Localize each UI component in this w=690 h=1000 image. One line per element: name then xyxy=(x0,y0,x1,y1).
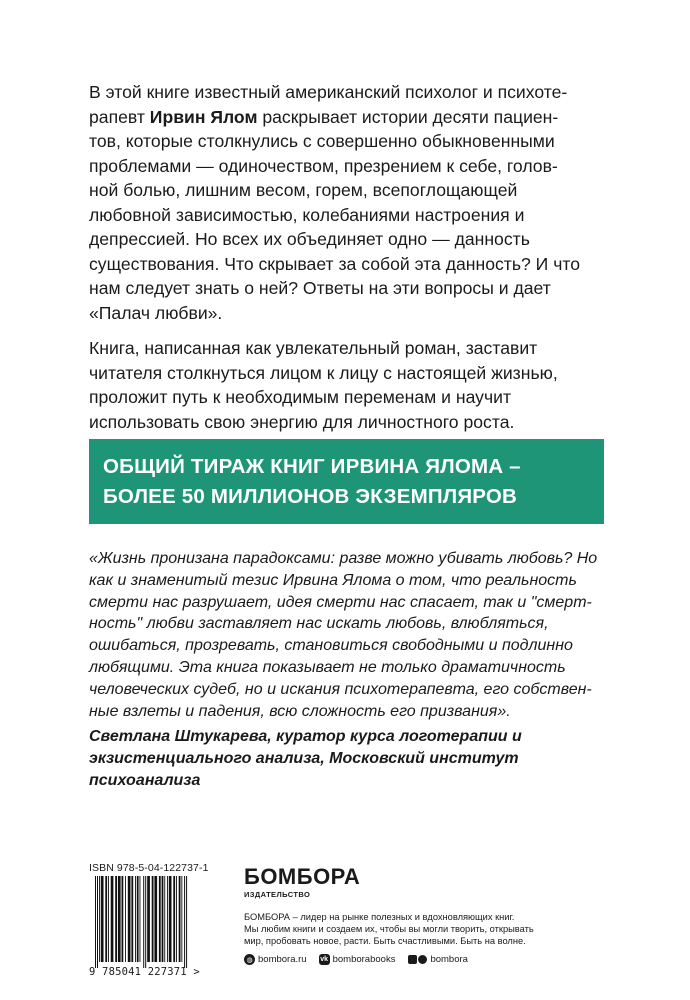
barcode-bar xyxy=(181,876,182,962)
barcode-bar xyxy=(99,876,100,962)
barcode-bar xyxy=(184,876,185,968)
barcode-bar xyxy=(97,876,98,968)
barcode-bar xyxy=(137,876,139,962)
globe-icon: ◍ xyxy=(244,954,255,965)
text-line: читателя столкнуться лицом к лицу с настоящей жизнью, xyxy=(89,362,558,383)
barcode-bar xyxy=(179,876,181,962)
text-line: проблемами — одиночеством, презрением к себе, голов- xyxy=(89,155,558,176)
barcode-bar xyxy=(105,876,107,962)
publisher-text-line: БОМБОРА – лидер на рынке полезных и вдохновляющих книг. xyxy=(244,912,515,922)
quote-line: любящими. Эта книга показывает не только драматичность xyxy=(89,658,566,676)
author-name: Ирвин Ялом xyxy=(149,106,258,127)
barcode-bar xyxy=(125,876,126,962)
barcode-bar xyxy=(111,876,114,962)
text-line: Книга, написанная как увлекательный роман, заставит xyxy=(89,338,538,358)
text-line: В этой книге известный американский психолог и психоте- xyxy=(89,82,568,102)
barcode-bar xyxy=(186,876,187,968)
text-line: нам следует знать о ней? Ответы на эти вопросы и дает xyxy=(89,278,551,298)
barcode-bar xyxy=(169,876,172,962)
publisher-block xyxy=(244,866,604,965)
publisher-text-line: Мы любим книги и создаем их, чтобы вы могли творить, открывать xyxy=(244,923,534,934)
barcode-bars xyxy=(95,876,207,968)
isbn-barcode xyxy=(89,862,219,983)
barcode-bar xyxy=(162,876,164,962)
attribution-line: психоанализа xyxy=(89,771,201,789)
barcode-bar xyxy=(128,876,131,962)
barcode-bar xyxy=(143,876,144,968)
text-line: «Палач любви». xyxy=(89,302,223,323)
isbn-text: ISBN 978-5-04-122737-1 xyxy=(89,862,209,874)
attribution-line: Светлана Штукарева, куратор курса логотерапии и xyxy=(89,728,522,745)
barcode-bar xyxy=(154,876,157,962)
barcode-bar xyxy=(108,876,109,962)
vk-label: bomborabooks xyxy=(332,954,396,966)
quote-line: смерти нас разрушает, идея смерти нас спасает, так и "смерт- xyxy=(89,593,592,611)
quote-line: ные взлеты и падения, всю сложность его призвания». xyxy=(89,702,511,720)
barcode-number: 9 785041 227371 > xyxy=(89,966,200,978)
text-line: проложит путь к необходимым переменам и научит xyxy=(89,387,512,407)
barcode-bar xyxy=(115,876,117,962)
barcode-bar xyxy=(147,876,150,962)
text-fragment: раскрывает истории десяти пациен- xyxy=(257,106,559,127)
review-quote xyxy=(89,548,609,722)
barcode-bar xyxy=(95,876,96,968)
barcode-bar xyxy=(145,876,146,968)
barcode-bar xyxy=(173,876,175,962)
vk-icon: vk xyxy=(320,956,328,964)
youtube-telegram-label: bombora xyxy=(430,954,468,966)
youtube-telegram-link[interactable] xyxy=(407,954,468,965)
barcode-bar xyxy=(135,876,136,962)
publisher-logo: БОМБОРА xyxy=(244,864,361,889)
text-fragment: рапевт xyxy=(89,106,150,127)
barcode-bar xyxy=(118,876,121,962)
quote-line: человеческих судеб, но и искания психотерапевта, его собствен- xyxy=(89,680,592,698)
description-paragraph-2 xyxy=(89,336,609,434)
publisher-text-line: мир, пробовать новое, расти. Быть счастливыми. Быть на волне. xyxy=(244,935,526,946)
website-link[interactable] xyxy=(244,954,307,965)
quote-line: ошибаться, прозревать, становиться свободными и подлинно xyxy=(89,637,573,655)
vk-link[interactable] xyxy=(319,954,396,965)
barcode-bar xyxy=(122,876,124,962)
barcode-bar xyxy=(140,876,141,962)
quote-line: «Жизнь пронизана парадоксами: разве можно убивать любовь? Но xyxy=(89,550,598,567)
text-line: тов, которые столкнулись с совершенно обыкновенными xyxy=(89,131,555,151)
text-line xyxy=(89,105,609,130)
barcode-bar xyxy=(167,876,168,962)
quote-attribution xyxy=(89,726,609,791)
website-label: bombora.ru xyxy=(258,954,307,966)
text-line: депрессией. Но всех их объединяет одно — данность xyxy=(89,229,530,249)
barcode-bar xyxy=(159,876,161,962)
publisher-logo-subtitle: ИЗДАТЕЛЬСТВО xyxy=(244,890,311,899)
description-paragraph-1 xyxy=(89,80,609,325)
barcode-bar xyxy=(164,876,165,962)
quote-line: ность" любви заставляет нас искать любовь, влюбляться, xyxy=(89,615,549,633)
banner-line: ОБЩИЙ ТИРАЖ КНИГ ИРВИНА ЯЛОМА – xyxy=(103,455,521,478)
text-line: использовать свою энергию для личностного роста. xyxy=(89,411,515,432)
circulation-banner xyxy=(89,439,604,524)
social-links xyxy=(244,954,604,965)
youtube-telegram-icon xyxy=(407,954,427,965)
quote-line: как и знаменитый тезис Ирвина Ялома о том, что реальность xyxy=(89,571,577,589)
attribution-line: экзистенциального анализа, Московский институт xyxy=(89,749,519,767)
publisher-description xyxy=(244,912,604,947)
text-line: любовной зависимостью, колебаниями настроения и xyxy=(89,204,525,225)
barcode-bar xyxy=(131,876,133,962)
barcode-bar xyxy=(176,876,177,962)
description-text xyxy=(89,80,609,434)
text-line: существования. Что скрывает за собой эта данность? И что xyxy=(89,253,581,274)
text-line: ной болью, лишним весом, горем, всепоглощающей xyxy=(89,180,518,200)
barcode-bar xyxy=(152,876,154,962)
banner-line: БОЛЕЕ 50 МИЛЛИОНОВ ЭКЗЕМПЛЯРОВ xyxy=(103,485,518,508)
barcode-bar xyxy=(101,876,104,962)
